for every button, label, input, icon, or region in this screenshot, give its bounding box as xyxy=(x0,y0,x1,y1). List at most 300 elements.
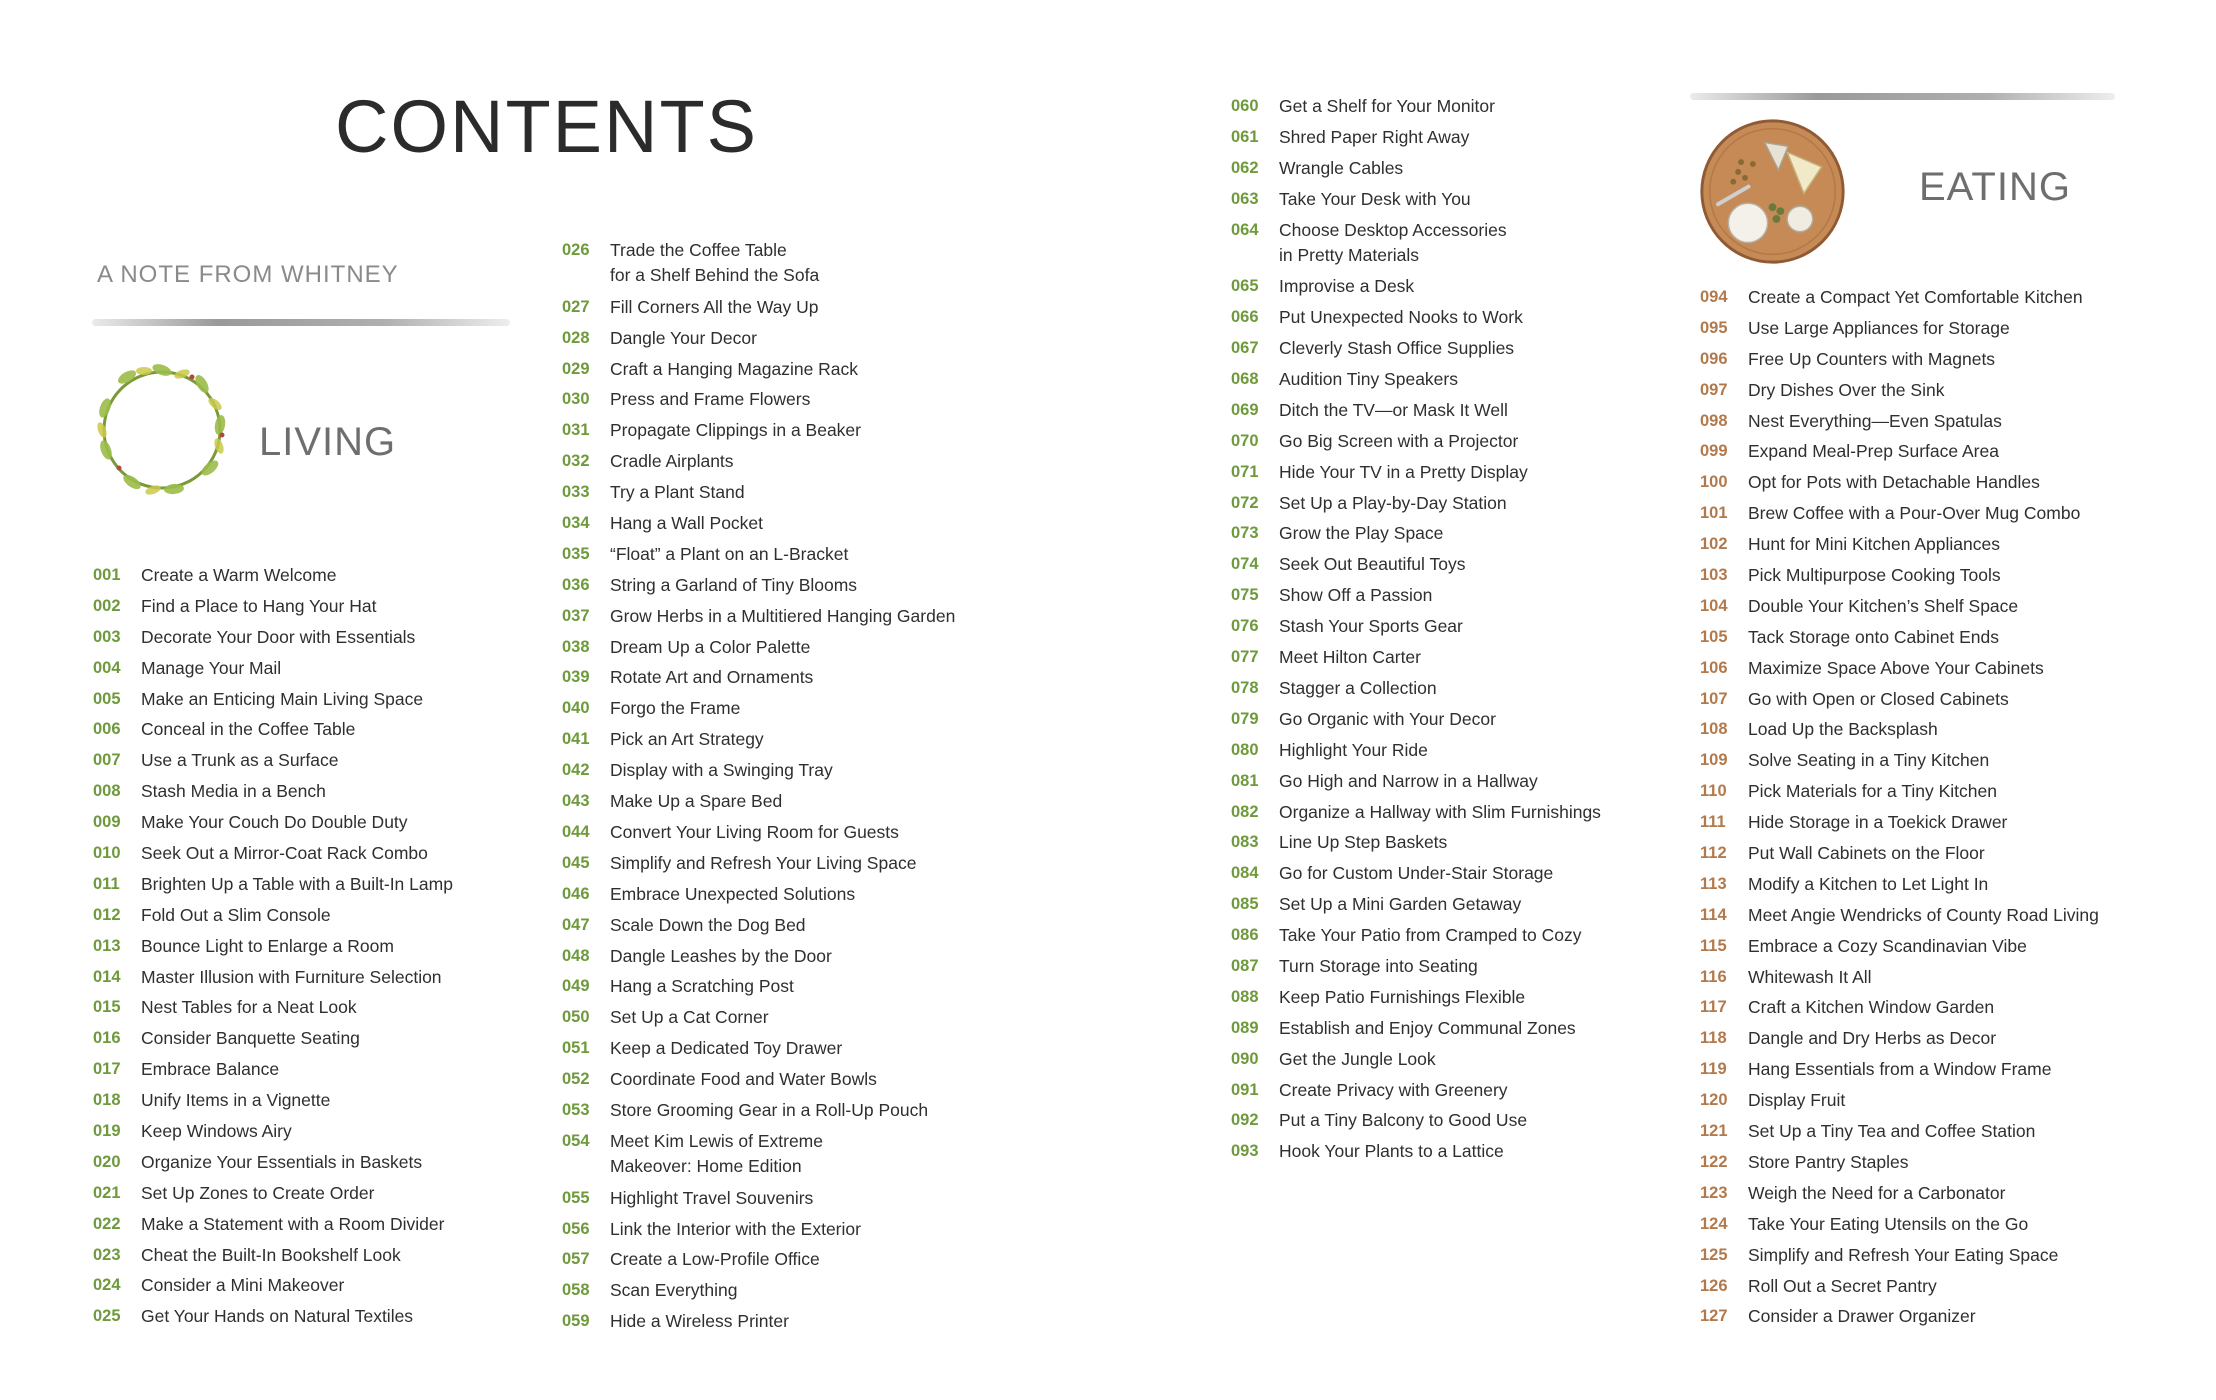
entry-number: 015 xyxy=(93,998,121,1017)
entry-title-line: Make Up a Spare Bed xyxy=(610,791,783,812)
toc-entry[interactable] xyxy=(1231,738,1601,769)
toc-entry[interactable] xyxy=(1231,367,1601,398)
entry-title-line: Consider a Drawer Organizer xyxy=(1748,1306,1976,1327)
toc-entry[interactable] xyxy=(1231,800,1601,831)
entry-title xyxy=(1279,583,1432,614)
toc-entry[interactable] xyxy=(93,841,453,872)
entry-title-line: Pick Multipurpose Cooking Tools xyxy=(1748,565,2001,586)
entry-title-line: Set Up a Mini Garden Getaway xyxy=(1279,894,1522,915)
entry-title xyxy=(610,1067,877,1098)
entry-title-line: Create a Low-Profile Office xyxy=(610,1249,820,1270)
toc-entry[interactable] xyxy=(93,810,453,841)
entry-title-line: Take Your Desk with You xyxy=(1279,188,1471,209)
toc-entry[interactable] xyxy=(1700,779,2099,810)
entry-number: 103 xyxy=(1700,566,1728,585)
entry-title-line: Use Large Appliances for Storage xyxy=(1748,317,2010,338)
entry-title-line: Highlight Your Ride xyxy=(1279,739,1428,760)
toc-entry[interactable] xyxy=(562,851,955,882)
toc-entry[interactable] xyxy=(1700,1119,2099,1150)
entry-number: 127 xyxy=(1700,1307,1728,1326)
toc-entry[interactable] xyxy=(93,1212,453,1243)
toc-entry[interactable] xyxy=(1700,285,2099,316)
toc-entry[interactable] xyxy=(562,820,955,851)
entry-number: 023 xyxy=(93,1245,121,1264)
toc-entry[interactable] xyxy=(93,1304,453,1335)
toc-entry[interactable] xyxy=(93,779,453,810)
toc-entry[interactable] xyxy=(1700,409,2099,440)
toc-entry[interactable] xyxy=(1700,1088,2099,1119)
toc-entry[interactable] xyxy=(562,295,955,326)
entry-title xyxy=(1748,625,1999,656)
toc-entry[interactable] xyxy=(1700,1181,2099,1212)
entry-title-line: Simplify and Refresh Your Living Space xyxy=(610,852,917,873)
entry-title xyxy=(1279,1016,1576,1047)
toc-entry[interactable] xyxy=(1231,552,1601,583)
toc-entry[interactable] xyxy=(1700,625,2099,656)
toc-entry[interactable] xyxy=(1231,923,1601,954)
entry-title xyxy=(141,656,281,687)
entry-number: 082 xyxy=(1231,802,1259,821)
entry-title xyxy=(610,1186,813,1217)
entry-number: 118 xyxy=(1700,1029,1727,1048)
toc-entry[interactable] xyxy=(1700,1274,2099,1305)
entry-number: 009 xyxy=(93,813,121,832)
entry-number: 038 xyxy=(562,637,590,656)
entry-title-line: Trade the Coffee Table xyxy=(610,240,787,260)
toc-entry[interactable] xyxy=(93,1181,453,1212)
toc-entry[interactable] xyxy=(562,1129,955,1186)
entry-title-line: Embrace a Cozy Scandinavian Vibe xyxy=(1748,935,2027,956)
entry-title-line: Bounce Light to Enlarge a Room xyxy=(141,935,394,956)
toc-entry[interactable] xyxy=(1231,707,1601,738)
toc-entry[interactable] xyxy=(1700,594,2099,625)
toc-entry[interactable] xyxy=(1231,429,1601,460)
entry-title xyxy=(1748,532,2000,563)
toc-entry[interactable] xyxy=(1700,810,2099,841)
toc-entry[interactable] xyxy=(93,872,453,903)
entry-title xyxy=(610,913,806,944)
entry-title-line: Hide a Wireless Printer xyxy=(610,1311,789,1332)
entry-title-line: Propagate Clippings in a Beaker xyxy=(610,420,861,441)
entry-title xyxy=(610,418,861,449)
toc-entry[interactable] xyxy=(562,758,955,789)
entry-number: 062 xyxy=(1231,158,1259,177)
entry-title xyxy=(1279,491,1507,522)
entry-title-line: Set Up a Cat Corner xyxy=(610,1007,769,1028)
toc-entry[interactable] xyxy=(93,1273,453,1304)
toc-entry[interactable] xyxy=(562,387,955,418)
entry-title-line: Put Wall Cabinets on the Floor xyxy=(1748,843,1985,864)
toc-entry[interactable] xyxy=(1231,398,1601,429)
entry-title xyxy=(1279,305,1523,336)
toc-entry[interactable] xyxy=(1700,1304,2099,1335)
entry-number: 117 xyxy=(1700,998,1727,1017)
entry-title-line: Nest Everything—Even Spatulas xyxy=(1748,410,2002,431)
entry-number: 049 xyxy=(562,977,590,996)
entry-title xyxy=(141,965,442,996)
toc-entry[interactable] xyxy=(1231,769,1601,800)
entry-title-line: Put Unexpected Nooks to Work xyxy=(1279,307,1523,328)
entry-title xyxy=(1279,954,1478,985)
entry-title xyxy=(141,841,428,872)
entry-title xyxy=(1748,903,2099,934)
entry-title-line: Decorate Your Door with Essentials xyxy=(141,626,416,647)
entry-number: 096 xyxy=(1700,349,1728,368)
entry-number: 113 xyxy=(1700,874,1727,893)
entry-number: 053 xyxy=(562,1100,590,1119)
entry-title xyxy=(141,563,336,594)
toc-entry[interactable] xyxy=(1231,156,1601,187)
entry-number: 063 xyxy=(1231,189,1259,208)
toc-entry[interactable] xyxy=(93,965,453,996)
toc-entry[interactable] xyxy=(1700,687,2099,718)
toc-entry[interactable] xyxy=(562,1309,955,1340)
entry-number: 060 xyxy=(1231,97,1259,115)
entry-title-line: Ditch the TV—or Mask It Well xyxy=(1279,399,1508,420)
entry-number: 067 xyxy=(1231,339,1259,358)
entry-title xyxy=(1279,156,1403,187)
entry-title xyxy=(1279,800,1601,831)
brush-stroke-divider xyxy=(1690,93,2115,100)
toc-entry[interactable] xyxy=(93,594,453,625)
entry-title xyxy=(610,238,819,295)
entry-title-line: Whitewash It All xyxy=(1748,966,1872,987)
entry-title xyxy=(141,872,453,903)
entry-title xyxy=(1279,923,1582,954)
toc-entry[interactable] xyxy=(562,480,955,511)
toc-entry[interactable] xyxy=(1231,125,1601,156)
toc-entry[interactable] xyxy=(1231,274,1601,305)
toc-entry[interactable] xyxy=(562,542,955,573)
entry-title-line: Nest Tables for a Neat Look xyxy=(141,997,357,1018)
entry-number: 122 xyxy=(1700,1152,1728,1171)
entry-number: 008 xyxy=(93,782,121,801)
entry-title-line: Scan Everything xyxy=(610,1280,738,1301)
entry-title xyxy=(1279,830,1447,861)
toc-entry[interactable] xyxy=(93,903,453,934)
entry-title xyxy=(1748,409,2002,440)
entry-title xyxy=(141,1150,422,1181)
toc-entry[interactable] xyxy=(1700,532,2099,563)
toc-entry[interactable] xyxy=(1231,830,1601,861)
toc-entry[interactable] xyxy=(1700,347,2099,378)
entry-title-line: Weigh the Need for a Carbonator xyxy=(1748,1182,2006,1203)
section-heading-eating: EATING xyxy=(1919,165,2071,209)
toc-entry[interactable] xyxy=(93,625,453,656)
toc-entry[interactable] xyxy=(1700,995,2099,1026)
toc-entry[interactable] xyxy=(562,1098,955,1129)
toc-entry[interactable] xyxy=(1231,336,1601,367)
entry-title-line: Meet Angie Wendricks of County Road Living xyxy=(1748,904,2099,925)
entry-number: 098 xyxy=(1700,411,1728,430)
toc-entry[interactable] xyxy=(562,1036,955,1067)
toc-entry[interactable] xyxy=(93,563,453,594)
entry-number: 007 xyxy=(93,751,121,770)
entry-title xyxy=(1279,398,1508,429)
entry-number: 095 xyxy=(1700,318,1728,337)
entry-number: 078 xyxy=(1231,678,1259,697)
toc-entry[interactable] xyxy=(562,882,955,913)
toc-entry[interactable] xyxy=(562,727,955,758)
entry-number: 065 xyxy=(1231,277,1259,296)
entry-number: 112 xyxy=(1700,844,1727,863)
toc-entry[interactable] xyxy=(1231,892,1601,923)
toc-entry[interactable] xyxy=(93,748,453,779)
toc-entry[interactable] xyxy=(562,1067,955,1098)
toc-entry[interactable] xyxy=(93,717,453,748)
entry-title xyxy=(1748,656,2044,687)
toc-entry[interactable] xyxy=(1700,1026,2099,1057)
toc-entry[interactable] xyxy=(1700,872,2099,903)
entry-number: 013 xyxy=(93,936,121,955)
entry-title xyxy=(1748,1026,1996,1057)
toc-entry[interactable] xyxy=(562,635,955,666)
entry-title xyxy=(1279,336,1514,367)
entry-title xyxy=(1748,748,1989,779)
entry-title xyxy=(610,1036,842,1067)
entry-title-line: Consider a Mini Makeover xyxy=(141,1275,345,1296)
toc-entry[interactable] xyxy=(562,913,955,944)
entry-number: 070 xyxy=(1231,431,1259,450)
entry-title-line: Forgo the Frame xyxy=(610,698,741,719)
entry-number: 097 xyxy=(1700,380,1728,399)
entry-title xyxy=(1279,1047,1436,1078)
entry-title-line: Make an Enticing Main Living Space xyxy=(141,688,424,709)
toc-entry[interactable] xyxy=(1231,676,1601,707)
toc-entry[interactable] xyxy=(93,1026,453,1057)
entry-number: 058 xyxy=(562,1281,590,1300)
toc-entry[interactable] xyxy=(1231,645,1601,676)
entry-number: 085 xyxy=(1231,895,1259,914)
entry-number: 066 xyxy=(1231,308,1259,327)
entry-number: 075 xyxy=(1231,586,1259,605)
entry-title xyxy=(1279,218,1507,275)
entry-title-line: Display Fruit xyxy=(1748,1090,1846,1111)
entry-number: 002 xyxy=(93,596,121,615)
entry-title xyxy=(141,1026,360,1057)
toc-entry[interactable] xyxy=(1231,521,1601,552)
toc-entry[interactable] xyxy=(562,1278,955,1309)
entry-number: 116 xyxy=(1700,967,1727,986)
toc-entry[interactable] xyxy=(1231,1139,1601,1170)
toc-entry[interactable] xyxy=(562,1217,955,1248)
entry-title xyxy=(610,727,764,758)
toc-entry[interactable] xyxy=(93,1243,453,1274)
toc-entry[interactable] xyxy=(562,1186,955,1217)
entry-title-line: Go for Custom Under-Stair Storage xyxy=(1279,863,1554,884)
entry-title-line: Link the Interior with the Exterior xyxy=(610,1218,861,1239)
toc-entry[interactable] xyxy=(1700,1057,2099,1088)
toc-entry[interactable] xyxy=(1700,841,2099,872)
entry-title-line: Fold Out a Slim Console xyxy=(141,904,331,925)
toc-entry[interactable] xyxy=(1700,656,2099,687)
entry-title-line: Set Up a Play-by-Day Station xyxy=(1279,492,1507,513)
toc-entry[interactable] xyxy=(1700,501,2099,532)
toc-entry[interactable] xyxy=(1231,94,1601,125)
entry-title-line: Craft a Hanging Magazine Rack xyxy=(610,358,859,379)
toc-entry[interactable] xyxy=(1231,861,1601,892)
toc-entry[interactable] xyxy=(562,696,955,727)
entry-title-line: Seek Out Beautiful Toys xyxy=(1279,554,1466,575)
entry-title xyxy=(610,944,832,975)
entry-title xyxy=(1748,934,2027,965)
toc-entry[interactable] xyxy=(93,1088,453,1119)
entry-title xyxy=(610,1247,820,1278)
entry-title-line: Highlight Travel Souvenirs xyxy=(610,1187,814,1208)
entry-number: 092 xyxy=(1231,1111,1259,1130)
toc-entry[interactable] xyxy=(93,1119,453,1150)
entry-title xyxy=(1748,995,1994,1026)
entry-title xyxy=(1748,285,2083,316)
toc-entry[interactable] xyxy=(562,1005,955,1036)
entry-title-line: Dry Dishes Over the Sink xyxy=(1748,379,1945,400)
toc-entry[interactable] xyxy=(1231,460,1601,491)
toc-entry[interactable] xyxy=(1231,614,1601,645)
entry-title-line: Simplify and Refresh Your Eating Space xyxy=(1748,1244,2059,1265)
entry-number: 014 xyxy=(93,967,121,986)
toc-entry[interactable] xyxy=(1231,583,1601,614)
toc-entry[interactable] xyxy=(562,944,955,975)
toc-entry[interactable] xyxy=(93,656,453,687)
toc-entry[interactable] xyxy=(562,1247,955,1278)
entry-title-line: Create a Warm Welcome xyxy=(141,565,337,585)
toc-entry[interactable] xyxy=(93,995,453,1026)
toc-entry[interactable] xyxy=(1231,1108,1601,1139)
entry-title-line: Find a Place to Hang Your Hat xyxy=(141,595,377,616)
entry-number: 048 xyxy=(562,946,590,965)
toc-entry[interactable] xyxy=(562,665,955,696)
entry-title-line: Dangle Your Decor xyxy=(610,327,757,348)
toc-entry[interactable] xyxy=(1231,985,1601,1016)
toc-entry[interactable] xyxy=(1700,563,2099,594)
entry-title-line: “Float” a Plant on an L-Bracket xyxy=(610,543,849,564)
entry-title xyxy=(1748,470,2040,501)
entry-number: 124 xyxy=(1700,1214,1728,1233)
toc-entry[interactable] xyxy=(93,687,453,718)
toc-entry[interactable] xyxy=(1700,965,2099,996)
toc-entry[interactable] xyxy=(1231,954,1601,985)
entry-title xyxy=(1748,1181,2005,1212)
toc-entry[interactable] xyxy=(562,974,955,1005)
entry-title xyxy=(1279,738,1428,769)
toc-entry[interactable] xyxy=(1700,316,2099,347)
entry-title-line: Create a Compact Yet Comfortable Kitchen xyxy=(1748,287,2083,307)
entry-number: 107 xyxy=(1700,689,1728,708)
entry-number: 080 xyxy=(1231,740,1259,759)
toc-entry[interactable] xyxy=(1700,470,2099,501)
toc-entry[interactable] xyxy=(562,449,955,480)
toc-column-living-2 xyxy=(562,238,955,1340)
entry-number: 120 xyxy=(1700,1091,1728,1110)
entry-number: 089 xyxy=(1231,1018,1259,1037)
toc-entry[interactable] xyxy=(1231,187,1601,218)
entry-title xyxy=(1279,707,1496,738)
toc-entry[interactable] xyxy=(562,418,955,449)
toc-entry[interactable] xyxy=(1700,748,2099,779)
toc-entry[interactable] xyxy=(562,604,955,635)
entry-number: 029 xyxy=(562,359,590,378)
entry-title-line: Cradle Airplants xyxy=(610,451,734,472)
entry-title xyxy=(1748,1212,2028,1243)
toc-entry[interactable] xyxy=(1700,1243,2099,1274)
toc-entry[interactable] xyxy=(1231,1047,1601,1078)
entry-title xyxy=(1279,676,1437,707)
entry-number: 044 xyxy=(562,822,590,841)
entry-number: 047 xyxy=(562,915,590,934)
entry-title-line: Hide Your TV in a Pretty Display xyxy=(1279,461,1528,482)
entry-number: 094 xyxy=(1700,288,1728,306)
entry-number: 073 xyxy=(1231,524,1259,543)
toc-entry[interactable] xyxy=(562,238,955,295)
toc-entry[interactable] xyxy=(1700,717,2099,748)
toc-entry[interactable] xyxy=(1700,934,2099,965)
entry-title xyxy=(1279,274,1414,305)
toc-entry[interactable] xyxy=(1700,439,2099,470)
entry-number: 037 xyxy=(562,606,590,625)
entry-title-line: Brighten Up a Table with a Built-In Lamp xyxy=(141,873,453,894)
toc-entry[interactable] xyxy=(93,1150,453,1181)
toc-entry[interactable] xyxy=(1231,491,1601,522)
entry-title-line: Audition Tiny Speakers xyxy=(1279,369,1458,390)
entry-title-line: Expand Meal-Prep Surface Area xyxy=(1748,441,1999,462)
toc-entry[interactable] xyxy=(1700,903,2099,934)
entry-title-line: in Pretty Materials xyxy=(1279,244,1420,265)
entry-title-line: Set Up a Tiny Tea and Coffee Station xyxy=(1748,1121,2036,1142)
entry-title-line: Convert Your Living Room for Guests xyxy=(610,821,899,842)
entry-title xyxy=(610,1278,737,1309)
toc-entry[interactable] xyxy=(93,1057,453,1088)
toc-entry[interactable] xyxy=(1700,1150,2099,1181)
toc-entry[interactable] xyxy=(1700,1212,2099,1243)
toc-entry[interactable] xyxy=(1700,378,2099,409)
entry-title xyxy=(141,1243,401,1274)
entry-title xyxy=(1748,1243,2058,1274)
entry-number: 032 xyxy=(562,452,590,471)
entry-title-line: Make a Statement with a Room Divider xyxy=(141,1213,445,1234)
entry-number: 012 xyxy=(93,905,121,924)
entry-title xyxy=(610,295,818,326)
note-from-whitney-link[interactable]: A NOTE FROM WHITNEY xyxy=(97,261,399,288)
entry-title xyxy=(610,635,810,666)
entry-title xyxy=(1748,1274,1937,1305)
entry-title-line: Get Your Hands on Natural Textiles xyxy=(141,1306,414,1327)
toc-entry[interactable] xyxy=(93,934,453,965)
toc-entry[interactable] xyxy=(562,511,955,542)
entry-number: 004 xyxy=(93,658,121,677)
toc-entry[interactable] xyxy=(1231,218,1601,275)
toc-entry[interactable] xyxy=(1231,305,1601,336)
entry-number: 030 xyxy=(562,390,590,409)
toc-entry[interactable] xyxy=(562,789,955,820)
entry-title-line: Put a Tiny Balcony to Good Use xyxy=(1279,1110,1528,1131)
entry-title-line: Free Up Counters with Magnets xyxy=(1748,348,1996,369)
entry-title xyxy=(610,974,794,1005)
entry-title-line: Meet Hilton Carter xyxy=(1279,647,1421,668)
entry-number: 059 xyxy=(562,1312,590,1331)
entry-number: 106 xyxy=(1700,658,1728,677)
entry-number: 074 xyxy=(1231,555,1259,574)
toc-column-living-3 xyxy=(1231,94,1601,1170)
toc-entry[interactable] xyxy=(562,357,955,388)
entry-title-line: Go Organic with Your Decor xyxy=(1279,708,1496,729)
entry-number: 055 xyxy=(562,1188,590,1207)
toc-entry[interactable] xyxy=(1231,1016,1601,1047)
entry-title xyxy=(1279,985,1525,1016)
entry-number: 108 xyxy=(1700,720,1728,739)
toc-entry[interactable] xyxy=(1231,1078,1601,1109)
toc-entry[interactable] xyxy=(562,573,955,604)
toc-entry[interactable] xyxy=(562,326,955,357)
